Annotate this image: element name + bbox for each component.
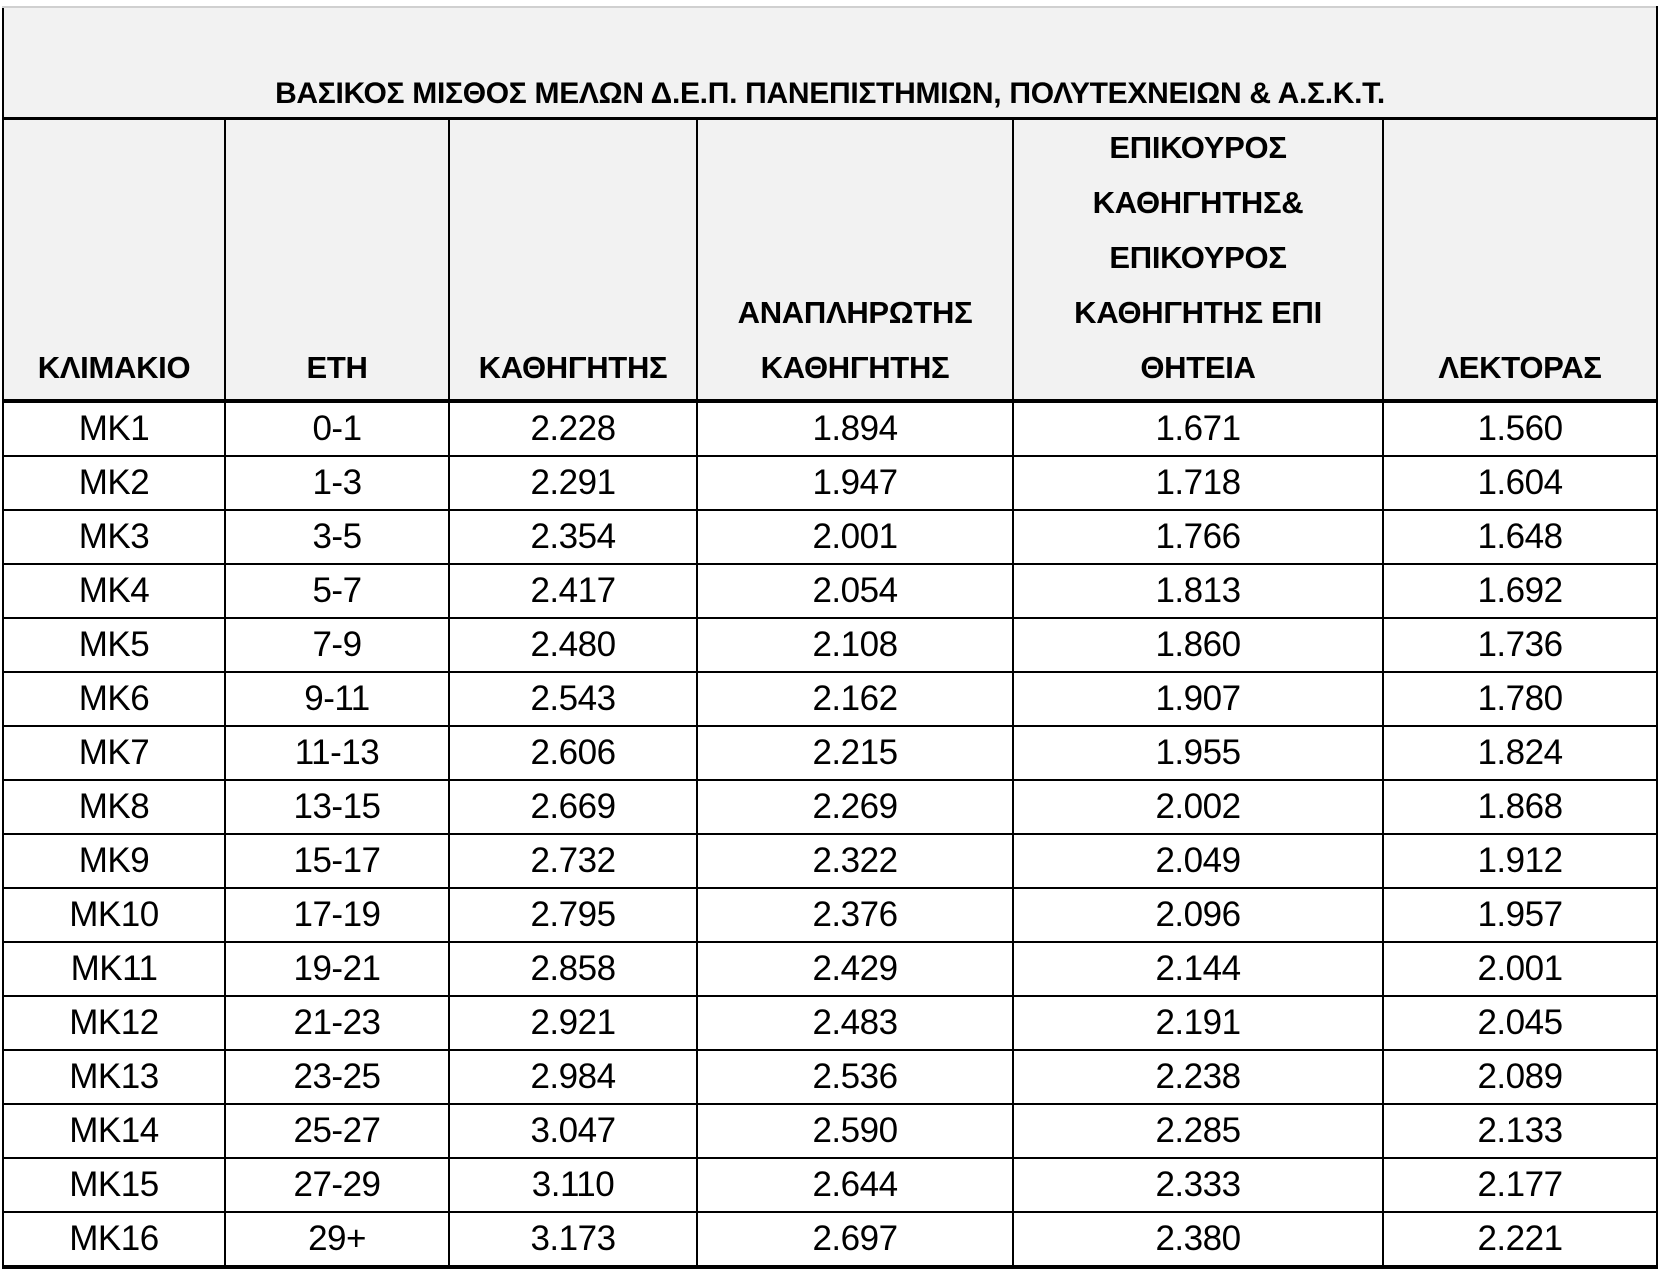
grade-cell: ΜΚ16 [3,1212,225,1267]
grade-cell: ΜΚ2 [3,456,225,510]
salary-table-sheet [2,6,1656,1269]
professor-salary-cell: 2.732 [449,834,697,888]
professor-salary-cell: 3.173 [449,1212,697,1267]
column-header-associate-professor [697,119,1013,402]
associate-professor-salary-cell: 2.054 [697,564,1013,618]
header-row [3,119,1657,402]
lecturer-salary-cell: 2.001 [1383,942,1657,996]
assistant-professor-salary-cell: 2.144 [1013,942,1383,996]
associate-professor-salary-cell: 2.697 [697,1212,1013,1267]
column-header-grade [3,119,225,402]
column-header-years [225,119,449,402]
assistant-professor-salary-cell: 1.766 [1013,510,1383,564]
lecturer-salary-cell: 1.560 [1383,401,1657,456]
table-row [3,1212,1657,1267]
years-cell: 1-3 [225,456,449,510]
column-header-lecturer [1383,119,1657,402]
lecturer-salary-cell: 1.780 [1383,672,1657,726]
table-row [3,1050,1657,1104]
professor-salary-cell: 3.110 [449,1158,697,1212]
professor-salary-cell: 2.417 [449,564,697,618]
assistant-professor-salary-cell: 1.860 [1013,618,1383,672]
associate-professor-salary-cell: 2.162 [697,672,1013,726]
grade-cell: ΜΚ4 [3,564,225,618]
table-row [3,726,1657,780]
grade-cell: ΜΚ6 [3,672,225,726]
years-cell: 9-11 [225,672,449,726]
grade-cell: ΜΚ3 [3,510,225,564]
years-cell: 3-5 [225,510,449,564]
lecturer-salary-cell: 1.957 [1383,888,1657,942]
associate-professor-salary-cell: 2.215 [697,726,1013,780]
associate-professor-salary-cell: 2.536 [697,1050,1013,1104]
assistant-professor-salary-cell: 2.380 [1013,1212,1383,1267]
table-row [3,1104,1657,1158]
lecturer-salary-cell: 2.133 [1383,1104,1657,1158]
associate-professor-salary-cell: 2.322 [697,834,1013,888]
years-cell: 25-27 [225,1104,449,1158]
header-line: ΑΝΑΠΛΗΡΩΤΗΣ [737,295,973,330]
associate-professor-salary-cell: 2.644 [697,1158,1013,1212]
lecturer-salary-cell: 2.221 [1383,1212,1657,1267]
associate-professor-salary-cell: 2.001 [697,510,1013,564]
years-cell: 23-25 [225,1050,449,1104]
associate-professor-salary-cell: 2.269 [697,780,1013,834]
associate-professor-salary-cell: 1.894 [697,401,1013,456]
assistant-professor-salary-cell: 1.907 [1013,672,1383,726]
header-line: ΚΑΘΗΓΗΤΗΣ [478,350,668,385]
lecturer-salary-cell: 1.912 [1383,834,1657,888]
professor-salary-cell: 2.858 [449,942,697,996]
grade-cell: ΜΚ12 [3,996,225,1050]
lecturer-salary-cell: 2.045 [1383,996,1657,1050]
professor-salary-cell: 2.291 [449,456,697,510]
professor-salary-cell: 2.354 [449,510,697,564]
grade-cell: ΜΚ1 [3,401,225,456]
professor-salary-cell: 2.669 [449,780,697,834]
salary-table [2,6,1658,1269]
column-header-professor [449,119,697,402]
header-line: ΚΑΘΗΓΗΤΗΣ ΕΠΙ [1074,295,1322,330]
professor-salary-cell: 2.543 [449,672,697,726]
lecturer-salary-cell: 2.089 [1383,1050,1657,1104]
professor-salary-cell: 2.921 [449,996,697,1050]
table-row [3,618,1657,672]
assistant-professor-salary-cell: 2.191 [1013,996,1383,1050]
professor-salary-cell: 2.606 [449,726,697,780]
table-row [3,888,1657,942]
header-line: ΕΤΗ [306,350,368,385]
table-row [3,1158,1657,1212]
associate-professor-salary-cell: 1.947 [697,456,1013,510]
header-line: ΚΑΘΗΓΗΤΗΣ& [1092,185,1304,220]
assistant-professor-salary-cell: 1.718 [1013,456,1383,510]
professor-salary-cell: 2.228 [449,401,697,456]
assistant-professor-salary-cell: 2.049 [1013,834,1383,888]
associate-professor-salary-cell: 2.483 [697,996,1013,1050]
associate-professor-salary-cell: 2.376 [697,888,1013,942]
years-cell: 13-15 [225,780,449,834]
header-line: ΘΗΤΕΙΑ [1140,350,1256,385]
lecturer-salary-cell: 1.648 [1383,510,1657,564]
header-line: ΛΕΚΤΟΡΑΣ [1438,350,1602,385]
table-row [3,672,1657,726]
table-row [3,510,1657,564]
grade-cell: ΜΚ8 [3,780,225,834]
assistant-professor-salary-cell: 1.955 [1013,726,1383,780]
table-row [3,456,1657,510]
lecturer-salary-cell: 1.604 [1383,456,1657,510]
table-row [3,780,1657,834]
grade-cell: ΜΚ7 [3,726,225,780]
assistant-professor-salary-cell: 1.671 [1013,401,1383,456]
years-cell: 15-17 [225,834,449,888]
grade-cell: ΜΚ15 [3,1158,225,1212]
grade-cell: ΜΚ14 [3,1104,225,1158]
assistant-professor-salary-cell: 2.238 [1013,1050,1383,1104]
table-title: ΒΑΣΙΚΟΣ ΜΙΣΘΟΣ ΜΕΛΩΝ Δ.Ε.Π. ΠΑΝΕΠΙΣΤΗΜΙΩΝ, ΠΟΛΥΤΕΧΝΕΙΩΝ & Α.Σ.Κ.Τ. [3,7,1657,119]
associate-professor-salary-cell: 2.429 [697,942,1013,996]
assistant-professor-salary-cell: 2.333 [1013,1158,1383,1212]
years-cell: 27-29 [225,1158,449,1212]
years-cell: 7-9 [225,618,449,672]
table-row [3,942,1657,996]
assistant-professor-salary-cell: 2.002 [1013,780,1383,834]
lecturer-salary-cell: 2.177 [1383,1158,1657,1212]
grade-cell: ΜΚ10 [3,888,225,942]
title-row [3,7,1657,119]
professor-salary-cell: 2.795 [449,888,697,942]
grade-cell: ΜΚ11 [3,942,225,996]
grade-cell: ΜΚ13 [3,1050,225,1104]
table-row [3,834,1657,888]
column-header-assistant-professor [1013,119,1383,402]
grade-cell: ΜΚ9 [3,834,225,888]
lecturer-salary-cell: 1.692 [1383,564,1657,618]
assistant-professor-salary-cell: 2.096 [1013,888,1383,942]
header-line: ΚΑΘΗΓΗΤΗΣ [760,350,950,385]
header-line: ΚΛΙΜΑΚΙΟ [37,350,191,385]
table-row [3,996,1657,1050]
years-cell: 11-13 [225,726,449,780]
professor-salary-cell: 3.047 [449,1104,697,1158]
years-cell: 0-1 [225,401,449,456]
table-row [3,564,1657,618]
lecturer-salary-cell: 1.824 [1383,726,1657,780]
table-row [3,401,1657,456]
header-line: ΕΠΙΚΟΥΡΟΣ [1109,130,1287,165]
lecturer-salary-cell: 1.868 [1383,780,1657,834]
lecturer-salary-cell: 1.736 [1383,618,1657,672]
associate-professor-salary-cell: 2.590 [697,1104,1013,1158]
years-cell: 17-19 [225,888,449,942]
grade-cell: ΜΚ5 [3,618,225,672]
header-line: ΕΠΙΚΟΥΡΟΣ [1109,240,1287,275]
professor-salary-cell: 2.480 [449,618,697,672]
years-cell: 5-7 [225,564,449,618]
years-cell: 21-23 [225,996,449,1050]
years-cell: 19-21 [225,942,449,996]
professor-salary-cell: 2.984 [449,1050,697,1104]
assistant-professor-salary-cell: 1.813 [1013,564,1383,618]
assistant-professor-salary-cell: 2.285 [1013,1104,1383,1158]
table-body [3,401,1657,1267]
associate-professor-salary-cell: 2.108 [697,618,1013,672]
years-cell: 29+ [225,1212,449,1267]
